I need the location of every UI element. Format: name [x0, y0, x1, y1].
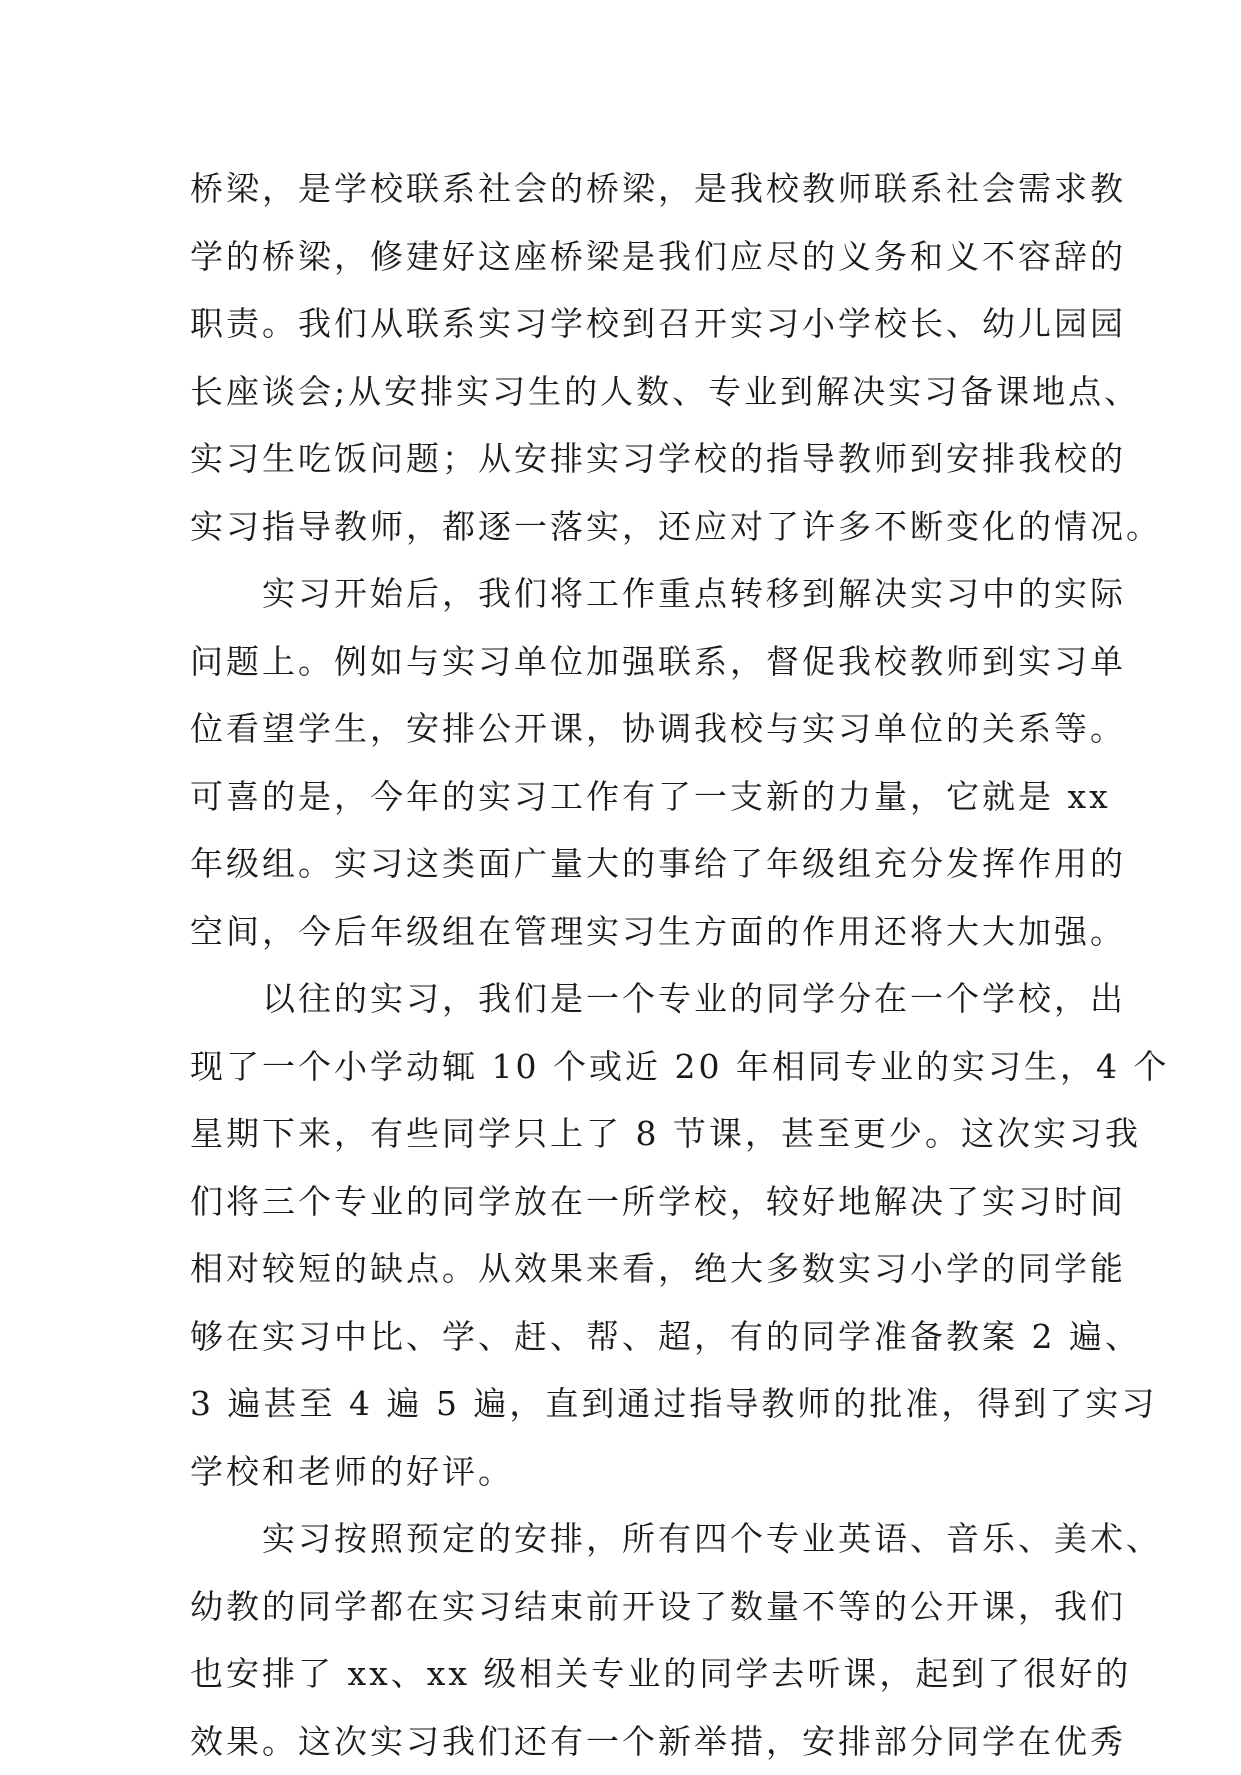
body-text — [190, 155, 1070, 1775]
text-line: 长座谈会;从安排实习生的人数、专业到解决实习备课地点、 — [190, 358, 1070, 426]
text-line: 学校和老师的好评。 — [190, 1438, 1070, 1506]
text-line: 空间，今后年级组在管理实习生方面的作用还将大大加强。 — [190, 898, 1070, 966]
text-line: 3 遍甚至 4 遍 5 遍，直到通过指导教师的批准，得到了实习 — [190, 1370, 1070, 1438]
text-line: 桥梁，是学校联系社会的桥梁，是我校教师联系社会需求教 — [190, 155, 1070, 223]
text-line: 幼教的同学都在实习结束前开设了数量不等的公开课，我们 — [190, 1573, 1070, 1641]
text-line: 们将三个专业的同学放在一所学校，较好地解决了实习时间 — [190, 1168, 1070, 1236]
text-line: 以往的实习，我们是一个专业的同学分在一个学校，出 — [190, 965, 1070, 1033]
text-line: 年级组。实习这类面广量大的事给了年级组充分发挥作用的 — [190, 830, 1070, 898]
text-line: 实习指导教师，都逐一落实，还应对了许多不断变化的情况。 — [190, 493, 1070, 561]
text-line: 相对较短的缺点。从效果来看，绝大多数实习小学的同学能 — [190, 1235, 1070, 1303]
text-line: 学的桥梁，修建好这座桥梁是我们应尽的义务和义不容辞的 — [190, 223, 1070, 291]
text-line: 位看望学生，安排公开课，协调我校与实习单位的关系等。 — [190, 695, 1070, 763]
text-line: 职责。我们从联系实习学校到召开实习小学校长、幼儿园园 — [190, 290, 1070, 358]
text-line: 效果。这次实习我们还有一个新举措，安排部分同学在优秀 — [190, 1708, 1070, 1775]
text-line: 够在实习中比、学、赶、帮、超，有的同学准备教案 2 遍、 — [190, 1303, 1070, 1371]
text-line: 实习按照预定的安排，所有四个专业英语、音乐、美术、 — [190, 1505, 1070, 1573]
text-line: 现了一个小学动辄 10 个或近 20 年相同专业的实习生，4 个 — [190, 1033, 1070, 1101]
text-line: 也安排了 xx、xx 级相关专业的同学去听课，起到了很好的 — [190, 1640, 1070, 1708]
text-line: 实习开始后，我们将工作重点转移到解决实习中的实际 — [190, 560, 1070, 628]
text-line: 可喜的是，今年的实习工作有了一支新的力量，它就是 xx — [190, 763, 1070, 831]
text-line: 问题上。例如与实习单位加强联系，督促我校教师到实习单 — [190, 628, 1070, 696]
text-line: 星期下来，有些同学只上了 8 节课，甚至更少。这次实习我 — [190, 1100, 1070, 1168]
text-line: 实习生吃饭问题；从安排实习学校的指导教师到安排我校的 — [190, 425, 1070, 493]
